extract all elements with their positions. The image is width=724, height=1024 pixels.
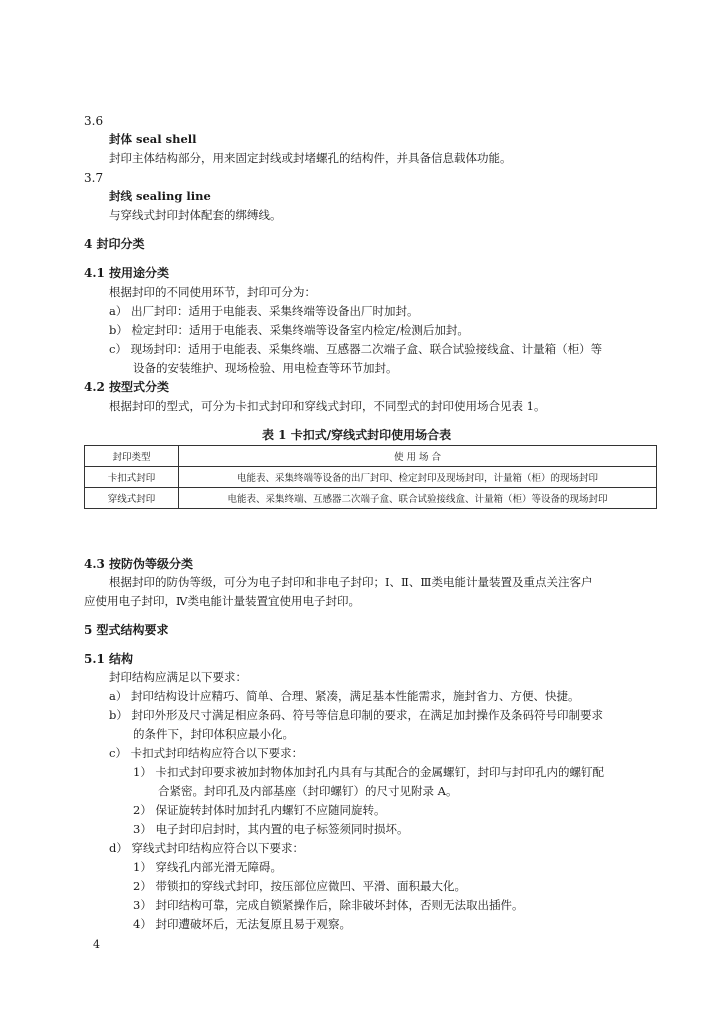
table-header-row [85, 446, 657, 467]
list-item-b: b） 封印外形及尺寸满足相应条码、符号等信息印制的要求，在满足加封操作及条码符号印制要求 [109, 708, 604, 722]
table-header-cell: 封印类型 [85, 446, 179, 467]
list-item-a: a） 封印结构设计应精巧、简单、合理、紧凑，满足基本性能需求，施封省力、方便、快捷。 [109, 689, 580, 703]
sub-item-3: 3） 电子封印启封时，其内置的电子标签须同时损坏。 [133, 822, 409, 836]
table-cell: 电能表、采集终端、互感器二次端子盒、联合试验接线盒、计量箱（柜）等设备的现场封印 [179, 488, 657, 509]
term-sealing-line: 封线 sealing line [109, 189, 211, 203]
sub-item-2: 2） 带锁扣的穿线式封印，按压部位应微凹、平滑、面积最大化。 [133, 879, 466, 893]
definition-seal-shell: 封印主体结构部分，用来固定封线或封堵螺孔的结构件，并具备信息载体功能。 [109, 151, 512, 165]
sub-item-1-cont: 合紧密。封印孔及内部基座（封印螺钉）的尺寸见附录 A。 [158, 784, 458, 798]
list-item-c: c） 卡扣式封印结构应符合以下要求： [109, 746, 304, 760]
paragraph: 根据封印的防伪等级，可分为电子封印和非电子封印；Ⅰ、Ⅱ、Ⅲ类电能计量装置及重点关注客户 [109, 575, 593, 589]
table-cell: 卡扣式封印 [85, 467, 179, 488]
heading-4: 4 封印分类 [84, 237, 145, 251]
definition-sealing-line: 与穿线式封印封体配套的绑缚线。 [109, 208, 282, 222]
table-row [85, 488, 657, 509]
paragraph: 封印结构应满足以下要求： [109, 670, 247, 684]
heading-4-2: 4.2 按型式分类 [84, 380, 170, 394]
table-cell: 穿线式封印 [85, 488, 179, 509]
list-item-d: d） 穿线式封印结构应符合以下要求： [109, 841, 305, 855]
list-item-a: a） 出厂封印：适用于电能表、采集终端等设备出厂时加封。 [109, 304, 419, 318]
sub-item-4: 4） 封印遭破坏后，无法复原且易于观察。 [133, 917, 351, 931]
table-caption: 表 1 卡扣式/穿线式封印使用场合表 [262, 428, 452, 442]
paragraph-cont: 应使用电子封印，Ⅳ类电能计量装置宜使用电子封印。 [84, 594, 360, 608]
page-number: 4 [93, 938, 100, 951]
sub-item-1: 1） 卡扣式封印要求被加封物体加封孔内具有与其配合的金属螺钉，封印与封印孔内的螺钉配 [133, 765, 604, 779]
clause-number-3-6: 3.6 [84, 114, 104, 128]
list-item-c: c） 现场封印：适用于电能表、采集终端、互感器二次端子盒、联合试验接线盒、计量箱（柜）等 [109, 342, 603, 356]
heading-5: 5 型式结构要求 [84, 623, 169, 637]
table-1 [84, 445, 657, 509]
heading-4-3: 4.3 按防伪等级分类 [84, 557, 194, 571]
table-cell: 电能表、采集终端等设备的出厂封印、检定封印及现场封印，计量箱（柜）的现场封印 [179, 467, 657, 488]
term-seal-shell: 封体 seal shell [109, 132, 197, 146]
list-item-c-cont: 设备的安装维护、现场检验、用电检查等环节加封。 [133, 361, 398, 375]
sub-item-1: 1） 穿线孔内部光滑无障碍。 [133, 860, 282, 874]
paragraph: 根据封印的不同使用环节，封印可分为： [109, 285, 316, 299]
sub-item-3: 3） 封印结构可靠，完成自锁紧操作后，除非破坏封体，否则无法取出插件。 [133, 898, 524, 912]
clause-number-3-7: 3.7 [84, 171, 104, 185]
table-row [85, 467, 657, 488]
sub-item-2: 2） 保证旋转封体时加封孔内螺钉不应随同旋转。 [133, 803, 386, 817]
paragraph: 根据封印的型式，可分为卡扣式封印和穿线式封印，不同型式的封印使用场合见表 1。 [109, 399, 546, 413]
heading-5-1: 5.1 结构 [84, 652, 134, 666]
list-item-b: b） 检定封印：适用于电能表、采集终端等设备室内检定/检测后加封。 [109, 323, 469, 337]
heading-4-1: 4.1 按用途分类 [84, 266, 170, 280]
table-header-cell: 使 用 场 合 [179, 446, 657, 467]
list-item-b-cont: 的条件下，封印体积应最小化。 [133, 727, 294, 741]
